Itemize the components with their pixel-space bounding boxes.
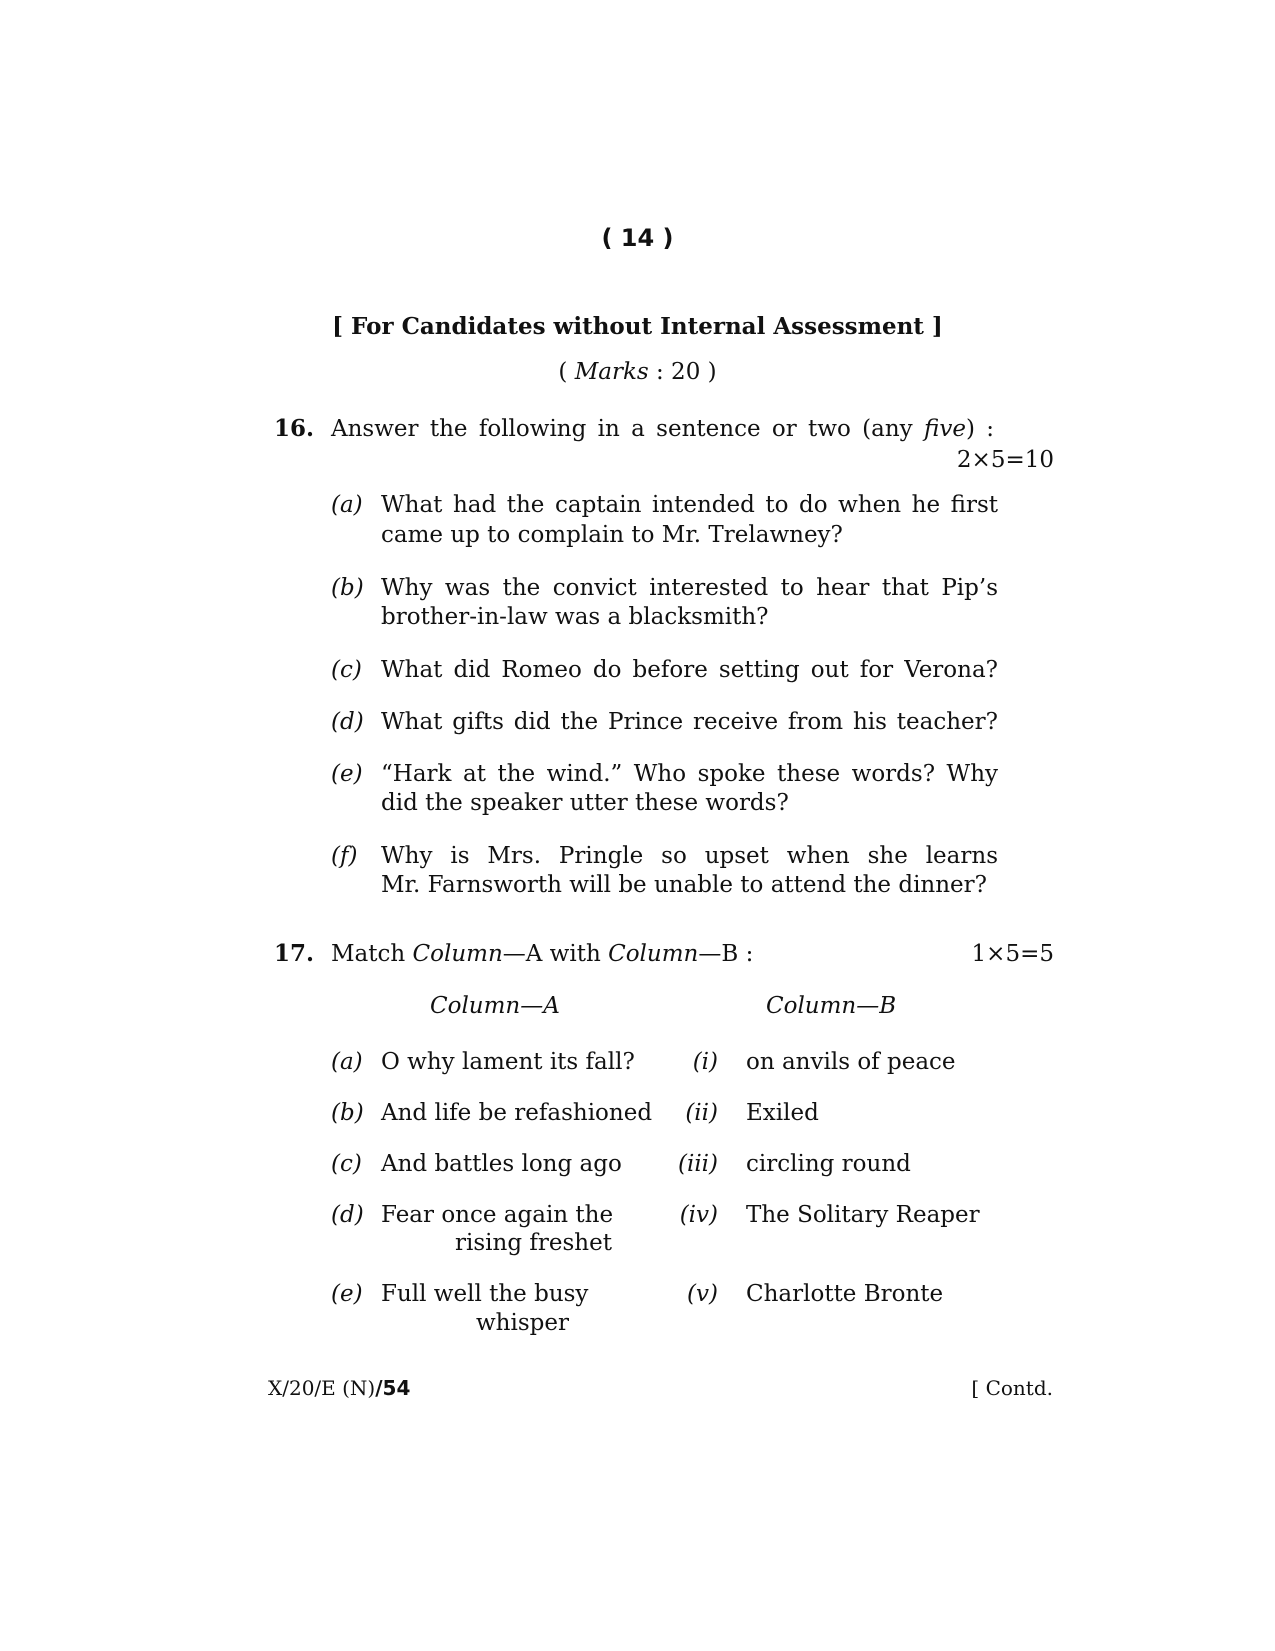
q17-row-e-text-line2: whisper [476,1310,569,1336]
q17-row-v-text: Charlotte Bronte [746,1281,944,1307]
q16-item-f-label: (f) [331,843,358,869]
q17-row-c-label: (c) [331,1151,362,1177]
page-number: ( 14 ) [601,224,674,252]
q17-row-a-text: O why lament its fall? [381,1049,635,1075]
q16-prompt-end: ) : [965,416,994,442]
q17-prompt-b: —A with [502,941,609,967]
question-16-prompt [331,414,994,444]
q17-row-b-text: And life be refashioned [381,1100,653,1126]
q17-row-ii-text: Exiled [746,1100,819,1126]
q16-item-b-line2: brother-in-law was a blacksmith? [381,604,769,630]
q16-item-a-line1: What had the captain intended to do when he first [381,492,998,518]
q16-item-e-line2: did the speaker utter these words? [381,790,789,816]
continued-label: [ Contd. [971,1376,1053,1400]
q17-row-ii-label: (ii) [685,1100,718,1126]
q17-prompt-col2: Column [608,941,699,967]
marks-value: : 20 ) [648,359,717,385]
paper-code [268,1376,410,1400]
q16-item-c-line1: What did Romeo do before setting out for Verona? [381,657,998,683]
q16-item-d-line1: What gifts did the Prince receive from his teacher? [381,709,998,735]
q17-row-i-text: on anvils of peace [746,1049,956,1075]
q17-row-e-label: (e) [331,1281,363,1307]
question-17-marks: 1×5=5 [971,941,1054,967]
q16-item-e-line1: “Hark at the wind.” Who spoke these words? Why [381,761,998,787]
q16-item-a-label: (a) [331,492,363,518]
column-a-header: Column—A [430,993,560,1019]
marks-open: ( [558,359,575,385]
q17-row-b-label: (b) [331,1100,364,1126]
section-title: [ For Candidates without Internal Assessment ] [332,313,943,340]
marks-label: Marks [574,359,649,385]
q17-row-a-label: (a) [331,1049,363,1075]
question-17-prompt [331,939,753,969]
q16-item-e-label: (e) [331,761,363,787]
question-16-marks: 2×5=10 [956,447,1054,473]
q16-item-f-line2: Mr. Farnsworth will be unable to attend the dinner? [381,872,987,898]
q17-row-iv-text: The Solitary Reaper [746,1202,980,1228]
q17-row-e-text-line1: Full well the busy [381,1281,589,1307]
q17-row-iv-label: (iv) [679,1202,718,1228]
q16-item-a-line2: came up to complain to Mr. Trelawney? [381,522,843,548]
q17-prompt-c: —B : [698,941,754,967]
section-marks [0,359,1275,385]
q17-row-v-label: (v) [687,1281,718,1307]
column-b-header: Column—B [766,993,897,1019]
q16-prompt-main: Answer the following in a sentence or two (any [331,416,924,442]
paper-code-bold: /54 [375,1376,411,1400]
question-17-number: 17. [274,940,315,967]
q17-row-iii-label: (iii) [677,1151,718,1177]
q16-item-d-label: (d) [331,709,364,735]
q17-prompt-a: Match [331,941,413,967]
q17-row-d-label: (d) [331,1202,364,1228]
q17-row-d-text-line2: rising freshet [455,1230,612,1256]
q17-row-iii-text: circling round [746,1151,911,1177]
q16-item-f-line1: Why is Mrs. Pringle so upset when she learns [381,843,998,869]
q16-item-b-label: (b) [331,575,364,601]
q17-prompt-col1: Column [412,941,503,967]
q16-prompt-em: five [923,416,966,442]
q16-item-c-label: (c) [331,657,362,683]
paper-code-main: X/20/E (N) [268,1376,376,1400]
q17-row-d-text-line1: Fear once again the [381,1202,614,1228]
q17-row-i-label: (i) [692,1049,718,1075]
question-16-number: 16. [274,415,315,442]
q17-row-c-text: And battles long ago [381,1151,622,1177]
q16-item-b-line1: Why was the convict interested to hear that Pip’s [381,575,998,601]
